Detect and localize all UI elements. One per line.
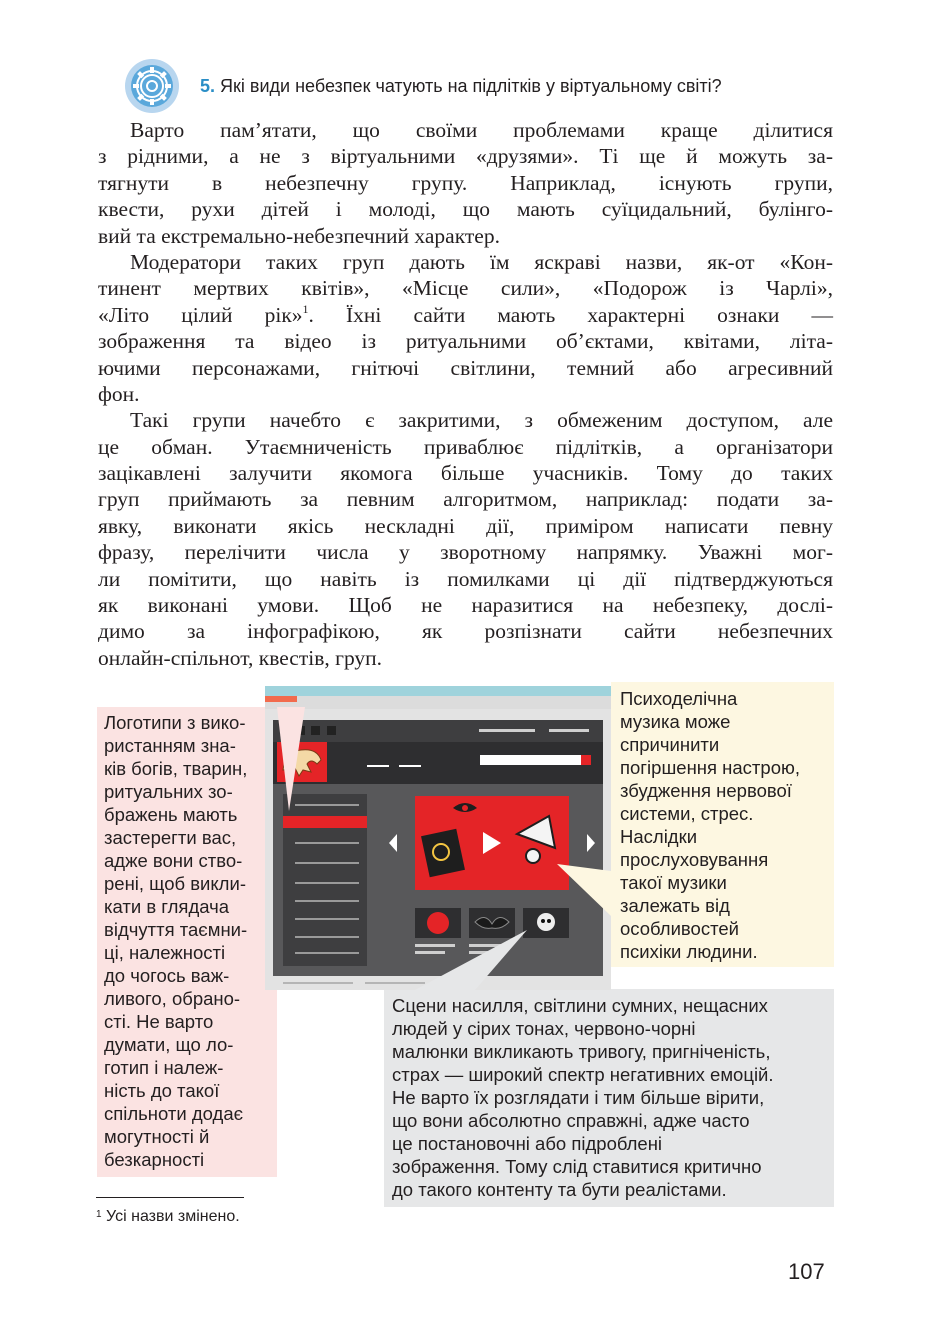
box-line: системи, стрес.: [620, 803, 754, 824]
body-line: онлайн-спільнот, квестів, груп.: [98, 645, 383, 670]
body-line: зацікавлені залучити якомога більше учасників. Тому до таких: [98, 461, 833, 486]
body-line: груп приймають за певним алгоритмом, наприклад: подати за-: [98, 487, 833, 512]
box-line: особливостей: [620, 918, 739, 939]
box-line: могутності й: [104, 1126, 210, 1147]
body-line: тягнути в небезпечну групу. Наприклад, існують групи,: [98, 170, 833, 195]
box-line: адже вони ство-: [104, 850, 243, 871]
body-line: Модератори таких груп дають їм яскраві назви, як-от «Кон-: [130, 249, 833, 274]
box-line: ристанням зна-: [104, 735, 236, 756]
box-line: ність до такої: [104, 1080, 220, 1101]
body-line: фон.: [98, 381, 140, 406]
footnote: [96, 1208, 240, 1226]
box-line: страх — широкий спектр негативних емоцій.: [392, 1064, 774, 1085]
box-line: людей у сірих тонах, червоно-чорні: [392, 1018, 696, 1039]
box-line: Логотипи з вико-: [104, 712, 246, 733]
box-line: до чогось важ-: [104, 965, 230, 986]
box-line: такої музики: [620, 872, 727, 893]
body-line: Варто пам’ятати, що своїми проблемами краще ділитися: [130, 118, 833, 142]
body-line: як виконані умови. Щоб не наразитися на небезпеку, дослі-: [98, 593, 833, 618]
body-line: фразу, перелічити числа у зворотному напрямку. Уважні мог-: [98, 540, 833, 565]
body-line: з рідними, а не з віртуальними «друзями». Ті ще й можуть за-: [98, 144, 833, 169]
box-line: Не варто їх розглядати і тим більше вірити,: [392, 1087, 765, 1108]
box-line: малюнки викликають тривогу, пригніченість,: [392, 1041, 771, 1062]
body-line: квести, рухи дітей і молоді, що мають суїцидальний, булінго-: [98, 197, 833, 222]
box-line: бражень мають: [104, 804, 238, 825]
music-warning-box: [611, 682, 834, 967]
box-line: збудження нервової: [620, 780, 792, 801]
body-line: це обман. Утаємниченість приваблює підлітків, а організатори: [98, 434, 833, 459]
footnote-divider: [96, 1197, 244, 1198]
gear-cycle-icon: [124, 58, 180, 114]
box-line: рені, щоб викли-: [104, 873, 246, 894]
box-line: психіки людини.: [620, 941, 758, 962]
body-line: зображення та відео із ритуальними об’єктами, квітами, літа-: [98, 329, 833, 354]
box-line: Наслідки: [620, 826, 698, 847]
box-line: це постановочні або підроблені: [392, 1133, 663, 1154]
page-number: 107: [788, 1259, 825, 1284]
box-line: спільноти додає: [104, 1103, 244, 1124]
box-line: Сцени насилля, світлини сумних, нещасних: [392, 995, 768, 1016]
box-line: кати в глядача: [104, 896, 230, 917]
images-warning-box: [384, 989, 834, 1207]
question-heading: [0, 55, 935, 115]
box-line: ці, належності: [104, 942, 226, 963]
footnote-number: 1: [96, 1209, 102, 1220]
body-line: Такі групи начебто є закритими, з обмеженим доступом, але: [130, 408, 833, 433]
box-line: застерегти вас,: [104, 827, 237, 848]
box-line: ливого, обрано-: [104, 988, 241, 1009]
body-text: [98, 117, 833, 671]
box-line: залежать від: [620, 895, 730, 916]
box-line: ритуальних зо-: [104, 781, 233, 802]
box-line: сті. Не варто: [104, 1011, 214, 1032]
body-line: тинент мертвих квітів», «Місце сили», «Подорож із Чарлі»,: [98, 276, 833, 301]
box-line: думати, що ло-: [104, 1034, 234, 1055]
body-line: димо за інфографікою, як розпізнати сайти небезпечних: [98, 619, 833, 644]
question-label: Які види небезпек чатують на підлітків у віртуальному світі?: [220, 76, 722, 96]
body-line: явку, виконати якісь нескладні дії, приміром написати певну: [98, 513, 833, 538]
box-line: прослуховування: [620, 849, 769, 870]
box-line: що вони абсолютно справжні, адже часто: [392, 1110, 750, 1131]
box-line: спричинити: [620, 734, 720, 755]
body-line: ли помітити, що навіть із помилками ці дії підтверджуються: [98, 566, 833, 591]
box-line: зображення. Тому слід ставитися критично: [392, 1156, 762, 1177]
body-line-with-footnote: «Літо цілий рік»$^1$. Їхні сайти мають характерні ознаки —: [98, 301, 834, 327]
body-line: вий та екстремально-небезпечний характер.: [98, 223, 500, 248]
question-number: 5.: [200, 76, 216, 96]
box-line: ків богів, тварин,: [104, 758, 248, 779]
website-mockup-illustration: [265, 686, 611, 990]
body-line-part: «Літо цілий рік»: [98, 302, 303, 327]
box-line: до такого контенту та бути реалістами.: [392, 1179, 727, 1200]
box-line: музика може: [620, 711, 731, 732]
logo-warning-box: [97, 707, 277, 1177]
box-line: готип і належ-: [104, 1057, 224, 1078]
body-line: ючими персонажами, гнітючі світлини, темний або агресивний: [98, 355, 833, 380]
box-line: відчуття таємни-: [104, 919, 248, 940]
box-line: безкарності: [104, 1149, 205, 1170]
question-text: [200, 76, 722, 97]
footnote-mark: 1: [302, 301, 309, 316]
footnote-text: Усі назви змінено.: [106, 1208, 240, 1225]
box-line: погіршення настрою,: [620, 757, 800, 778]
box-line: Психоделічна: [620, 688, 738, 709]
body-line-part: Їхні сайти мають характерні ознаки —: [346, 302, 834, 327]
